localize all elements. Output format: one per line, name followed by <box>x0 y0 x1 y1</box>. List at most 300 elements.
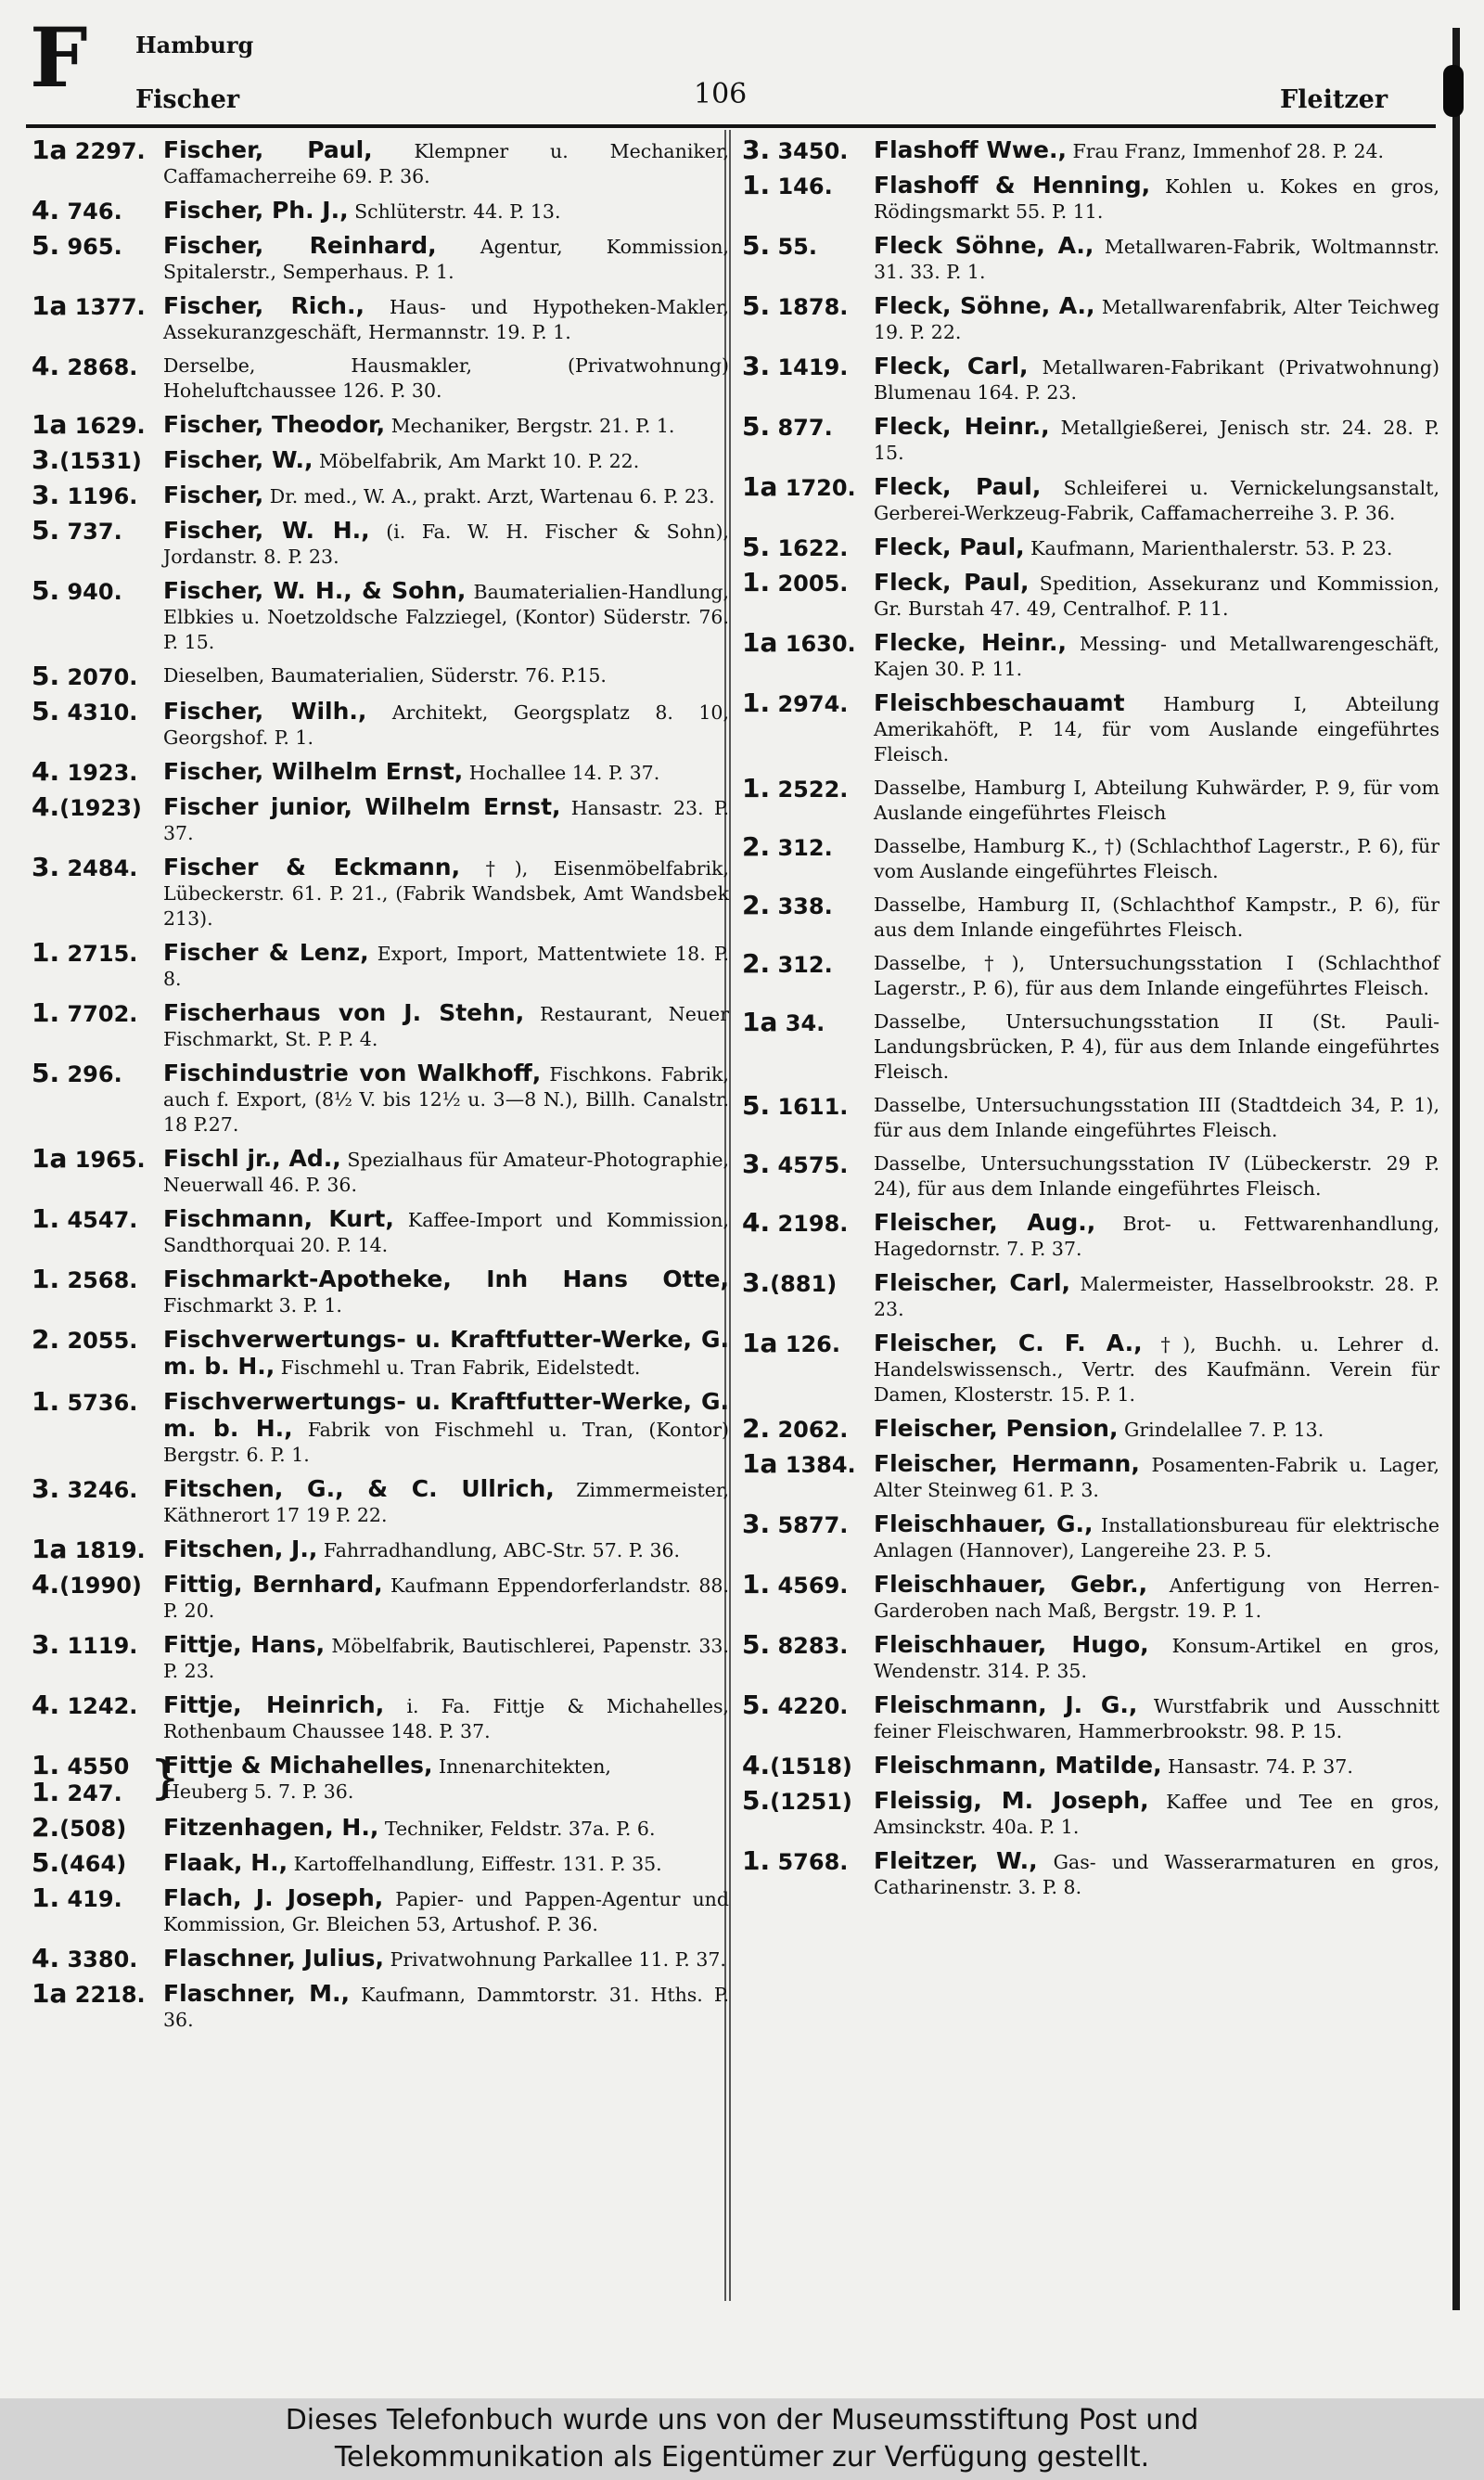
phone-number <box>742 1448 874 1479</box>
entry-text <box>163 233 729 285</box>
directory-entry <box>742 1330 1439 1407</box>
directory-entry <box>742 773 1439 826</box>
entry-details: Baumaterialien-Handlung, Elbkies u. Noetzoldsche Falzziegel, (Kontor) Süderstr. 76. P. 15. <box>163 581 729 653</box>
subscriber-name: Fischer, Ph. J., <box>163 197 349 224</box>
exchange-code: 1a <box>742 1448 778 1479</box>
phone-number <box>32 1692 163 1719</box>
directory-entry <box>742 567 1439 622</box>
entry-text <box>163 1946 729 1972</box>
directory-entry <box>742 1785 1439 1840</box>
directory-entry <box>32 1324 729 1381</box>
subscriber-name: Fischerhaus von J. Stehn, <box>163 999 525 1026</box>
line-number: 1965. <box>74 1147 146 1173</box>
subscriber-name: Flecke, Heinr., <box>874 629 1067 656</box>
page-edge-tab <box>1443 65 1464 117</box>
phone-number <box>32 575 163 606</box>
entry-details: Architekt, Georgsplatz 8. 10, Georgshof. P. 1. <box>163 701 729 749</box>
line-number: (1251) <box>770 1789 852 1815</box>
exchange-code: 4. <box>32 791 60 822</box>
subscriber-name: Fischer, <box>163 482 264 508</box>
exchange-code: 1. <box>32 1264 60 1294</box>
line-number: 1819. <box>74 1537 146 1563</box>
entry-text <box>874 173 1439 225</box>
entry-details: (i. Fa. W. H. Fischer & Sohn), Jordanstr. 8. P. 23. <box>163 520 729 568</box>
line-number: 2070. <box>67 664 138 690</box>
subscriber-name: Fischverwertungs- u. Kraftfutter-Werke, G. m. b. H., <box>163 1326 729 1380</box>
phone-number <box>32 1569 163 1600</box>
line-number: 5736. <box>67 1390 138 1416</box>
line-number: 5877. <box>777 1512 849 1538</box>
line-number: 1878. <box>777 294 849 320</box>
directory-entry <box>742 1511 1439 1563</box>
phone-number <box>32 1847 163 1878</box>
entry-text <box>163 1632 729 1684</box>
exchange-code: 1. <box>32 1777 60 1807</box>
entry-text <box>163 1815 729 1842</box>
entry-details: Klempner u. Mechaniker, Caffamacherreihe 69. P. 36. <box>163 140 730 187</box>
subscriber-name: Fischer, Rich., <box>163 292 365 319</box>
entry-details: Möbelfabrik, Am Markt 10. P. 22. <box>313 450 640 472</box>
line-number: (1923) <box>59 795 142 821</box>
directory-entry <box>32 1978 730 2033</box>
phone-number <box>32 1203 163 1234</box>
subscriber-name: Fleck, Paul, <box>874 569 1030 596</box>
exchange-code: 4. <box>32 351 60 381</box>
phone-number <box>32 1060 163 1087</box>
phone-number <box>742 534 874 561</box>
line-number: 1630. <box>785 631 856 657</box>
line-number: 247. <box>67 1780 122 1806</box>
exchange-code: 2. <box>742 1413 771 1444</box>
subscriber-name: Fleissig, M. Joseph, <box>874 1787 1149 1814</box>
entry-text <box>874 353 1439 405</box>
exchange-code: 5. <box>32 696 60 726</box>
entry-text <box>874 1451 1439 1503</box>
entry-details: Dasselbe, Hamburg I, Abteilung Kuhwärder, P. 9, für vom Auslande eingeführtes Fleisch <box>874 777 1439 824</box>
entry-text <box>163 1389 729 1468</box>
subscriber-name: Fischmarkt-Apotheke, Inh Hans Otte, <box>163 1266 729 1292</box>
directory-entry <box>32 1386 730 1468</box>
exchange-code: 1a <box>32 1978 68 2009</box>
phone-number <box>32 515 163 546</box>
directory-entry <box>742 534 1439 561</box>
line-number: 2062. <box>777 1417 849 1443</box>
entry-text <box>163 794 729 846</box>
subscriber-name: Fischmann, Kurt, <box>163 1205 394 1232</box>
line-number: 3246. <box>67 1477 138 1503</box>
entry-details: Schleiferei u. Vernickelungsanstalt, Gerberei-Werkzeug-Fabrik, Caffamacherreihe 3. P. 36. <box>874 477 1439 524</box>
subscriber-name: Fittje, Hans, <box>163 1631 326 1658</box>
exchange-code: 2. <box>32 1324 60 1355</box>
subscriber-name: Fischer & Lenz, <box>163 939 369 966</box>
entry-details: Agentur, Kommission, Spitalerstr., Semperhaus. P. 1. <box>163 236 730 283</box>
exchange-code: 5. <box>742 1629 771 1660</box>
phone-number <box>742 1090 874 1121</box>
phone-number <box>742 1845 874 1876</box>
entry-details: Frau Franz, Immenhof 28. P. 24. <box>1066 140 1385 162</box>
exchange-code: 1a <box>32 409 68 440</box>
entry-text <box>163 663 729 688</box>
exchange-code: 1a <box>32 290 68 321</box>
line-number: 4220. <box>777 1693 849 1719</box>
subscriber-name: Fittje & Michahelles, <box>163 1752 433 1779</box>
directory-entry <box>32 791 729 846</box>
line-number: 4569. <box>777 1573 849 1599</box>
exchange-code: 1. <box>742 1569 771 1600</box>
subscriber-name: Fleischer, Aug., <box>874 1209 1096 1236</box>
entry-text <box>163 1536 729 1563</box>
phone-number <box>32 1943 163 1973</box>
entry-text <box>163 412 729 439</box>
directory-entry <box>32 482 729 509</box>
first-entry-heading: Fischer <box>135 85 240 114</box>
entry-text <box>163 1981 729 2033</box>
exchange-code: 4. <box>32 1943 60 1973</box>
entry-details: i. Fa. Fittje & Michahelles, Rothenbaum Chaussee 148. P. 37. <box>163 1695 729 1742</box>
phone-number <box>742 1629 874 1660</box>
phone-number <box>32 696 163 726</box>
line-number: 296. <box>67 1061 122 1087</box>
entry-details: Zimmermeister, Käthnerort 17 19 P. 22. <box>163 1479 729 1526</box>
entry-text <box>874 414 1439 466</box>
line-number: 1611. <box>777 1094 849 1120</box>
phone-number <box>742 1750 874 1780</box>
directory-entry <box>32 1143 729 1198</box>
entry-details: Mechaniker, Bergstr. 21. P. 1. <box>385 415 675 437</box>
line-number: 3450. <box>777 138 849 164</box>
entry-text <box>163 1850 729 1877</box>
phone-number <box>32 1266 163 1293</box>
entry-details: Hansastr. 23. P. 37. <box>163 797 729 844</box>
entry-details: Kaufmann, Dammtorstr. 31. Hths. P. 36. <box>163 1984 730 2031</box>
directory-entry <box>742 831 1439 884</box>
entry-details: Dasselbe,†), Untersuchungsstation I (Schlachthof Lagerstr., P. 6), für aus dem Inlande eingeführtes Fleisch. <box>874 952 1439 999</box>
line-number: 737. <box>67 519 122 545</box>
line-number: 126. <box>785 1331 840 1357</box>
phone-number <box>32 1473 163 1504</box>
line-number: 1384. <box>785 1452 856 1478</box>
directory-entry <box>32 663 729 690</box>
exchange-code: 2. <box>742 948 771 979</box>
line-number: 746. <box>67 199 122 225</box>
subscriber-name: Fischer, Wilhelm Ernst, <box>163 758 464 785</box>
directory-entry <box>742 230 1439 285</box>
phone-number <box>742 471 874 502</box>
entry-details: Kaffee und Tee en gros, Amsinckstr. 40a. P. 1. <box>874 1791 1439 1838</box>
entry-details: Dasselbe, Hamburg K., †) (Schlachthof Lagerstr., P. 6), für vom Auslande eingeführtes Fleisch. <box>874 835 1439 882</box>
line-number: (1531) <box>59 448 142 474</box>
line-number: 2715. <box>67 941 138 967</box>
exchange-code: 2. <box>742 831 771 862</box>
header-rule <box>26 124 1436 128</box>
column-divider <box>729 130 731 2301</box>
phone-number <box>742 1511 874 1538</box>
line-number: 2522. <box>777 777 849 803</box>
subscriber-name: Fleischbeschauamt <box>874 689 1125 716</box>
entry-details: †), Eisenmöbelfabrik, Lübeckerstr. 61. P. 21., (Fabrik Wandsbek, Amt Wandsbek 213). <box>163 857 729 930</box>
page-number: 106 <box>694 78 748 110</box>
line-number: 1720. <box>785 475 856 501</box>
line-number: 8283. <box>777 1633 849 1659</box>
exchange-code: 1. <box>742 773 771 803</box>
phone-number <box>32 1777 163 1807</box>
subscriber-name: Fleischer, Hermann, <box>874 1450 1140 1477</box>
directory-entry <box>742 1629 1439 1684</box>
line-number: 4550 <box>67 1754 130 1780</box>
line-number: 338. <box>777 893 833 919</box>
entry-text <box>874 137 1439 164</box>
phone-number <box>742 1207 874 1238</box>
directory-entry <box>742 137 1439 164</box>
subscriber-name: Fischverwertungs- u. Kraftfutter-Werke, G. m. b. H., <box>163 1388 729 1442</box>
entry-text <box>874 893 1439 943</box>
phone-number <box>742 290 874 321</box>
exchange-code: 1. <box>32 937 60 968</box>
entry-text <box>163 1885 729 1937</box>
subscriber-name: Fittig, Bernhard, <box>163 1571 383 1598</box>
line-number: 2868. <box>67 354 138 380</box>
exchange-code: 1a <box>742 471 778 502</box>
phone-number <box>742 687 874 718</box>
entry-text <box>163 1146 729 1198</box>
entry-text <box>874 534 1439 561</box>
entry-text <box>874 1753 1439 1780</box>
phone-number <box>32 230 163 261</box>
entry-text <box>874 1692 1439 1744</box>
directory-entry <box>742 290 1439 345</box>
directory-entry <box>32 696 729 751</box>
entry-text <box>874 233 1439 285</box>
entry-details: Brot- u. Fettwarenhandlung, Hagedornstr. 7. P. 37. <box>874 1213 1439 1260</box>
line-number: 1622. <box>777 535 849 561</box>
phone-number <box>32 1536 163 1563</box>
phone-number <box>32 937 163 968</box>
brace-glyph: } <box>150 1751 180 1805</box>
exchange-code: 1. <box>32 1882 60 1913</box>
subscriber-name: Fittje, Heinrich, <box>163 1691 385 1718</box>
entry-details: Kaufmann, Marienthalerstr. 53. P. 23. <box>1024 537 1393 559</box>
line-number: 3380. <box>67 1947 138 1972</box>
line-number: 419. <box>67 1886 122 1912</box>
entry-text <box>163 1753 729 1780</box>
subscriber-name: Fischer, Reinhard, <box>163 232 437 259</box>
directory-entry <box>32 1266 729 1318</box>
line-number: 55. <box>777 234 817 260</box>
subscriber-name: Flaschner, Julius, <box>163 1945 385 1972</box>
entry-details: Wurstfabrik und Ausschnitt feiner Fleischwaren, Hammerbrookstr. 98. P. 15. <box>874 1695 1439 1742</box>
entry-details: Konsum-Artikel en gros, Wendenstr. 314. P. 35. <box>874 1635 1439 1682</box>
directory-entry <box>32 937 729 992</box>
line-number: 1242. <box>67 1693 138 1719</box>
subscriber-name: Fleischmann, J. G., <box>874 1691 1138 1718</box>
line-number: 4310. <box>67 700 138 726</box>
entry-details: Metallwaren-Fabrikant (Privatwohnung) Blumenau 164. P. 23. <box>874 356 1439 404</box>
entry-text <box>874 951 1439 1001</box>
line-number: 312. <box>777 835 833 861</box>
directory-entry <box>32 1203 729 1258</box>
directory-entry <box>742 948 1439 1001</box>
directory-entry <box>742 1009 1439 1085</box>
directory-entry <box>742 1090 1439 1143</box>
exchange-code: 1. <box>32 1386 60 1417</box>
entry-text <box>874 570 1439 622</box>
phone-number <box>32 1629 163 1660</box>
directory-entry <box>32 1847 729 1878</box>
phone-number <box>742 890 874 920</box>
subscriber-name: Fleck, Paul, <box>874 533 1025 560</box>
line-number: 2198. <box>777 1211 849 1237</box>
phone-number <box>32 137 163 164</box>
entry-text <box>163 198 729 225</box>
entry-text <box>163 1692 729 1744</box>
subscriber-name: Fischer & Eckmann, <box>163 854 461 880</box>
entry-text <box>163 1206 729 1258</box>
phone-number <box>32 353 163 380</box>
exchange-code: 5. <box>742 1785 771 1816</box>
exchange-code: 5. <box>32 1058 60 1088</box>
entry-details: Kaufmann Eppendorferlandstr. 88. P. 20. <box>163 1574 729 1622</box>
directory-entry <box>32 137 729 189</box>
subscriber-name: Fitschen, J., <box>163 1536 318 1562</box>
entry-details: Haus- und Hypotheken-Makler, Assekuranzgeschäft, Hermannstr. 19. P. 1. <box>163 296 729 343</box>
directory-entry <box>32 1882 730 1937</box>
entry-text <box>874 1632 1439 1684</box>
entry-details: Dieselben, Baumaterialien, Süderstr. 76. P.15. <box>163 664 607 687</box>
line-number: 2218. <box>74 1982 146 2008</box>
entry-text <box>163 1572 729 1624</box>
directory-entry <box>742 411 1439 466</box>
line-number: 34. <box>785 1010 825 1036</box>
entry-details: Gas- und Wasserarmaturen en gros, Catharinenstr. 3. P. 8. <box>874 1851 1440 1898</box>
exchange-code: 1a <box>32 1143 68 1174</box>
directory-entry <box>32 353 729 404</box>
line-number: (1518) <box>770 1754 852 1780</box>
directory-entry <box>32 1777 729 1807</box>
footer-banner <box>0 2398 1484 2480</box>
directory-entry <box>32 1473 729 1528</box>
directory-entry <box>742 687 1439 767</box>
subscriber-name: Flaak, H., <box>163 1849 288 1876</box>
exchange-code: 3. <box>742 351 771 381</box>
entry-details: Hamburg I, Abteilung Amerikahöft, P. 14, für vom Auslande eingeführtes Fleisch. <box>874 693 1439 765</box>
entry-text <box>874 1270 1439 1322</box>
subscriber-name: Fleitzer, W., <box>874 1847 1038 1874</box>
entry-details: Hansastr. 74. P. 37. <box>1161 1755 1353 1778</box>
exchange-code: 3. <box>32 1629 60 1660</box>
subscriber-name: Flach, J. Joseph, <box>163 1884 384 1911</box>
line-number: 1923. <box>67 760 138 786</box>
phone-number <box>742 773 874 803</box>
entry-details: †), Buchh. u. Lehrer d. Handelswissensch., Vertr. des Kaufmänn. Verein für Damen, Klosterstr. 15. P. 1. <box>874 1333 1439 1406</box>
line-number: (881) <box>770 1271 838 1297</box>
entry-details: Anfertigung von Herren-Garderoben nach Maß, Bergstr. 19. P. 1. <box>874 1574 1439 1622</box>
entry-details: Spedition, Assekuranz und Kommission, Gr. Burstah 47. 49, Centralhof. P. 11. <box>874 572 1439 620</box>
entry-details: Innenarchitekten, <box>432 1755 611 1778</box>
exchange-code: 1. <box>742 567 771 598</box>
directory-entry <box>742 170 1439 225</box>
directory-entry <box>32 1569 729 1624</box>
subscriber-name: Fleischer, Carl, <box>874 1269 1071 1296</box>
phone-number <box>742 1330 874 1357</box>
entry-text <box>874 474 1439 526</box>
exchange-code: 3. <box>32 444 60 475</box>
entry-text <box>874 1093 1439 1143</box>
entry-text <box>163 137 729 189</box>
phone-number <box>742 230 874 261</box>
directory-entry <box>742 627 1439 682</box>
exchange-code: 1a <box>32 1534 68 1564</box>
exchange-code: 4. <box>742 1750 771 1780</box>
exchange-code: 5. <box>32 230 60 261</box>
subscriber-name: Fleischmann, Matilde, <box>874 1752 1162 1779</box>
entry-text <box>874 1788 1439 1840</box>
phone-number <box>32 791 163 822</box>
entry-details: Hochallee 14. P. 37. <box>463 762 660 784</box>
line-number: (464) <box>59 1851 127 1877</box>
entry-details: Spezialhaus für Amateur-Photographie, Neuerwall 46. P. 36. <box>163 1149 729 1196</box>
line-number: 2297. <box>74 138 146 164</box>
directory-entry <box>742 1413 1439 1444</box>
phone-number <box>32 195 163 225</box>
right-column <box>742 137 1439 1908</box>
entry-details: Kartoffelhandlung, Eiffestr. 131. P. 35. <box>288 1853 662 1875</box>
exchange-code: 1. <box>32 1750 60 1780</box>
exchange-code: 5. <box>742 532 771 562</box>
subscriber-name: Fischer, Wilh., <box>163 698 367 725</box>
directory-entry <box>742 1207 1439 1262</box>
directory-entry <box>32 852 729 932</box>
section-letter: F <box>30 9 88 106</box>
line-number: 1629. <box>74 413 146 439</box>
entry-text <box>874 1009 1439 1085</box>
exchange-code: 5. <box>742 290 771 321</box>
entry-text <box>874 1848 1439 1900</box>
directory-entry <box>742 890 1439 943</box>
directory-entry <box>742 1151 1439 1201</box>
phone-number <box>32 1386 163 1417</box>
entry-details: Malermeister, Hasselbrookstr. 28. P. 23. <box>874 1273 1439 1320</box>
directory-entry <box>742 1750 1439 1780</box>
directory-entry <box>32 444 729 475</box>
phone-number <box>742 137 874 164</box>
entry-text <box>874 1151 1439 1201</box>
subscriber-name: Fleischer, C. F. A., <box>874 1330 1143 1356</box>
subscriber-name: Fleischhauer, Gebr., <box>874 1571 1148 1598</box>
phone-number <box>32 1812 163 1843</box>
entry-text <box>163 1266 729 1318</box>
directory-entry <box>32 230 730 285</box>
directory-entry <box>32 575 729 655</box>
entry-details: Fahrradhandlung, ABC-Str. 57. P. 36. <box>317 1539 681 1561</box>
directory-entry <box>32 1692 729 1744</box>
entry-text <box>163 1327 729 1381</box>
directory-entry <box>32 515 729 570</box>
phone-number <box>742 1785 874 1816</box>
entry-details: Restaurant, Neuer Fischmarkt, St. P. P. 4. <box>163 1003 729 1050</box>
line-number: 940. <box>67 579 122 605</box>
entry-text <box>874 1416 1439 1443</box>
directory-entry <box>32 409 729 440</box>
page-edge-rule <box>1452 28 1460 2310</box>
entry-details: Dr. med., W. A., prakt. Arzt, Wartenau 6. P. 23. <box>263 485 715 508</box>
phone-number <box>32 852 163 882</box>
exchange-code: 1. <box>742 687 771 718</box>
last-entry-heading: Fleitzer <box>1280 85 1388 114</box>
line-number: 4575. <box>777 1152 849 1178</box>
entry-text <box>163 518 729 570</box>
entry-text <box>874 1210 1439 1262</box>
line-number: 2005. <box>777 571 849 597</box>
